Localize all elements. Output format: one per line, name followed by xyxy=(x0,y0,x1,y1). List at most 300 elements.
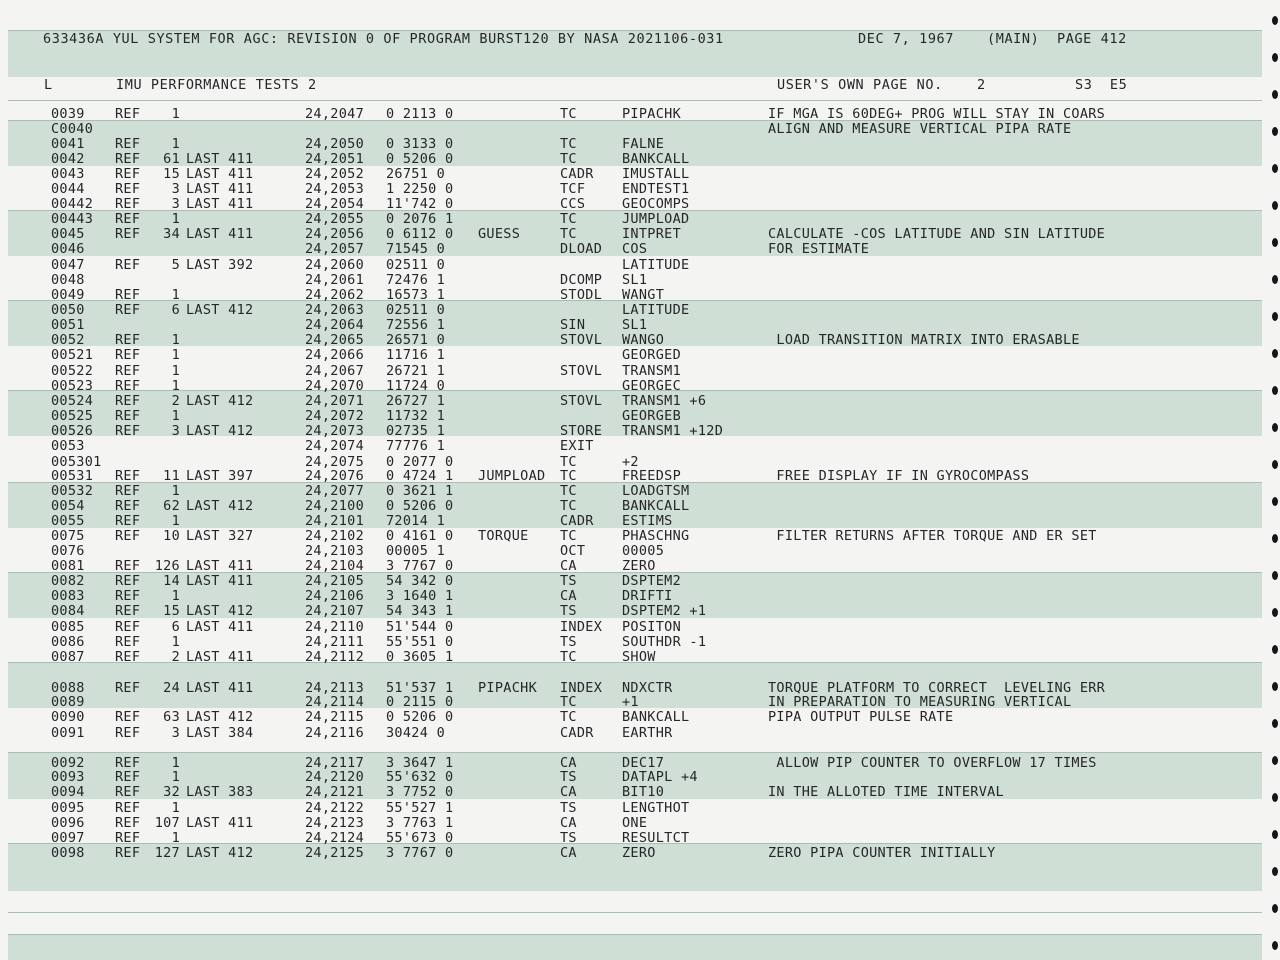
ref-marker: REF xyxy=(115,302,141,318)
address: 24,2121 xyxy=(305,784,364,800)
ref-count: 1 xyxy=(171,755,180,771)
operand: TRANSM1 xyxy=(622,363,681,379)
feed-hole xyxy=(1272,645,1278,654)
address: 24,2071 xyxy=(305,393,364,409)
opcode: EXIT xyxy=(560,438,594,454)
ref-count: 1 xyxy=(171,800,180,816)
tractor-feed-holes xyxy=(1266,0,1280,959)
line-number: 0084 xyxy=(51,603,85,619)
opcode: TC xyxy=(560,151,577,167)
octal-code: 02511 0 xyxy=(386,257,445,273)
comment: FREE DISPLAY IF IN GYROCOMPASS xyxy=(768,468,1030,484)
line-number: 00524 xyxy=(51,393,94,409)
line-number: 0092 xyxy=(51,755,85,771)
address: 24,2067 xyxy=(305,363,364,379)
operand: IMUSTALL xyxy=(622,166,690,182)
line-number: 00443 xyxy=(51,211,94,227)
operand: +2 xyxy=(622,454,639,470)
ref-marker: REF xyxy=(115,513,141,529)
ref-marker: REF xyxy=(115,408,141,424)
last-page-ref: LAST 411 xyxy=(186,226,254,242)
feed-hole xyxy=(1272,386,1278,395)
address: 24,2111 xyxy=(305,634,364,650)
ref-marker: REF xyxy=(115,136,141,152)
address: 24,2125 xyxy=(305,845,364,861)
octal-code: 72476 1 xyxy=(386,272,445,288)
comment: TORQUE PLATFORM TO CORRECT LEVELING ERR xyxy=(768,680,1106,696)
octal-code: 54 343 1 xyxy=(386,603,454,619)
ref-marker: REF xyxy=(115,649,141,665)
feed-hole xyxy=(1272,238,1278,247)
operand: SOUTHDR -1 xyxy=(622,634,707,650)
address: 24,2066 xyxy=(305,347,364,363)
feed-hole xyxy=(1272,164,1278,173)
address: 24,2056 xyxy=(305,226,364,242)
line-number: 0053 xyxy=(51,438,85,454)
ref-count: 3 xyxy=(171,196,180,212)
ref-marker: REF xyxy=(115,845,141,861)
operand: ENDTEST1 xyxy=(622,181,690,197)
octal-code: 26571 0 xyxy=(386,332,445,348)
address: 24,2072 xyxy=(305,408,364,424)
comment: IN THE ALLOTED TIME INTERVAL xyxy=(768,784,1004,800)
ref-count: 3 xyxy=(171,423,180,439)
users-page-label: USER'S OWN PAGE NO. xyxy=(777,77,943,93)
log-letter: L xyxy=(44,77,53,93)
opcode: STOVL xyxy=(560,393,603,409)
operand: LATITUDE xyxy=(622,257,690,273)
ref-count: 1 xyxy=(171,211,180,227)
octal-code: 0 3133 0 xyxy=(386,136,454,152)
ref-count: 1 xyxy=(171,136,180,152)
ref-count: 1 xyxy=(171,588,180,604)
comment: IN PREPARATION TO MEASURING VERTICAL xyxy=(768,694,1072,710)
last-page-ref: LAST 411 xyxy=(186,558,254,574)
line-number: 0048 xyxy=(51,272,85,288)
last-page-ref: LAST 412 xyxy=(186,845,254,861)
address: 24,2073 xyxy=(305,423,364,439)
last-page-ref: LAST 411 xyxy=(186,619,254,635)
users-page-number: 2 xyxy=(977,77,986,93)
operand: DATAPL +4 xyxy=(622,769,698,785)
opcode: TC xyxy=(560,454,577,470)
octal-code: 0 2115 0 xyxy=(386,694,454,710)
operand: WANGO xyxy=(622,332,665,348)
last-page-ref: LAST 412 xyxy=(186,393,254,409)
feed-hole xyxy=(1272,534,1278,543)
line-number: 0081 xyxy=(51,558,85,574)
opcode: TS xyxy=(560,634,577,650)
feed-hole xyxy=(1272,867,1278,876)
ref-count: 3 xyxy=(171,181,180,197)
octal-code: 1 2250 0 xyxy=(386,181,454,197)
line-number: 0095 xyxy=(51,800,85,816)
line-number: 0041 xyxy=(51,136,85,152)
opcode: INDEX xyxy=(560,680,603,696)
address: 24,2070 xyxy=(305,378,364,394)
octal-code: 0 5206 0 xyxy=(386,498,454,514)
feed-hole xyxy=(1272,53,1278,62)
ref-count: 1 xyxy=(171,769,180,785)
operand: BANKCALL xyxy=(622,709,690,725)
ref-marker: REF xyxy=(115,468,141,484)
octal-code: 51'537 1 xyxy=(386,680,454,696)
operand: TRANSM1 +12D xyxy=(622,423,724,439)
operand: FREEDSP xyxy=(622,468,681,484)
line-number: 0083 xyxy=(51,588,85,604)
ref-marker: REF xyxy=(115,603,141,619)
octal-code: 0 2077 0 xyxy=(386,454,454,470)
last-page-ref: LAST 412 xyxy=(186,423,254,439)
opcode: CADR xyxy=(560,513,594,529)
opcode: CA xyxy=(560,588,577,604)
operand: LENGTHOT xyxy=(622,800,690,816)
ref-marker: REF xyxy=(115,709,141,725)
opcode: TS xyxy=(560,830,577,846)
feed-hole xyxy=(1272,756,1278,765)
last-page-ref: LAST 411 xyxy=(186,815,254,831)
ref-marker: REF xyxy=(115,588,141,604)
opcode: TC xyxy=(560,106,577,122)
ref-count: 1 xyxy=(171,483,180,499)
comment: PIPA OUTPUT PULSE RATE xyxy=(768,709,954,725)
opcode: CADR xyxy=(560,725,594,741)
operand: DSPTEM2 xyxy=(622,573,681,589)
ref-marker: REF xyxy=(115,226,141,242)
operand: BANKCALL xyxy=(622,498,690,514)
ref-count: 1 xyxy=(171,830,180,846)
line-number: 0050 xyxy=(51,302,85,318)
last-page-ref: LAST 412 xyxy=(186,709,254,725)
operand: GEORGEC xyxy=(622,378,681,394)
comment: ZERO PIPA COUNTER INITIALLY xyxy=(768,845,996,861)
operand: GEORGED xyxy=(622,347,681,363)
octal-code: 72556 1 xyxy=(386,317,445,333)
ref-marker: REF xyxy=(115,483,141,499)
operand: SL1 xyxy=(622,317,648,333)
ref-count: 34 xyxy=(163,226,180,242)
address: 24,2104 xyxy=(305,558,364,574)
line-number: 00442 xyxy=(51,196,94,212)
address: 24,2120 xyxy=(305,769,364,785)
ref-count: 15 xyxy=(163,603,180,619)
operand: PIPACHK xyxy=(622,106,681,122)
ref-count: 61 xyxy=(163,151,180,167)
octal-code: 3 1640 1 xyxy=(386,588,454,604)
octal-code: 26721 1 xyxy=(386,363,445,379)
last-page-ref: LAST 412 xyxy=(186,498,254,514)
line-number: 0098 xyxy=(51,845,85,861)
comment: FILTER RETURNS AFTER TORQUE AND ER SET xyxy=(768,528,1097,544)
symbol-label: PIPACHK xyxy=(478,680,537,696)
opcode: TC xyxy=(560,226,577,242)
address: 24,2123 xyxy=(305,815,364,831)
ref-marker: REF xyxy=(115,755,141,771)
ref-count: 107 xyxy=(154,815,180,831)
ref-marker: REF xyxy=(115,558,141,574)
address: 24,2062 xyxy=(305,287,364,303)
ref-marker: REF xyxy=(115,181,141,197)
address: 24,2103 xyxy=(305,543,364,559)
operand: GEOCOMPS xyxy=(622,196,690,212)
ref-marker: REF xyxy=(115,287,141,303)
page-number: PAGE 412 xyxy=(1057,31,1127,47)
address: 24,2060 xyxy=(305,257,364,273)
octal-code: 0 5206 0 xyxy=(386,709,454,725)
last-page-ref: LAST 411 xyxy=(186,151,254,167)
address: 24,2105 xyxy=(305,573,364,589)
operand: EARTHR xyxy=(622,725,673,741)
octal-code: 3 7763 1 xyxy=(386,815,454,831)
ref-marker: REF xyxy=(115,166,141,182)
ref-marker: REF xyxy=(115,393,141,409)
opcode: TC xyxy=(560,649,577,665)
line-number: 0045 xyxy=(51,226,85,242)
feed-hole xyxy=(1272,460,1278,469)
opcode: CA xyxy=(560,815,577,831)
line-number: 0076 xyxy=(51,543,85,559)
opcode: TCF xyxy=(560,181,586,197)
ref-marker: REF xyxy=(115,619,141,635)
symbol-label: JUMPLOAD xyxy=(478,468,546,484)
opcode: STORE xyxy=(560,423,603,439)
line-number: 0086 xyxy=(51,634,85,650)
line-number: 0096 xyxy=(51,815,85,831)
address: 24,2047 xyxy=(305,106,364,122)
operand: GEORGEB xyxy=(622,408,681,424)
user-codes: S3 E5 xyxy=(1075,77,1128,93)
octal-code: 0 4724 1 xyxy=(386,468,454,484)
line-number: 00521 xyxy=(51,347,94,363)
opcode: INDEX xyxy=(560,619,603,635)
ref-marker: REF xyxy=(115,830,141,846)
ref-count: 14 xyxy=(163,573,180,589)
octal-code: 0 4161 0 xyxy=(386,528,454,544)
operand: ZERO xyxy=(622,845,656,861)
ref-marker: REF xyxy=(115,378,141,394)
ref-marker: REF xyxy=(115,680,141,696)
operand: INTPRET xyxy=(622,226,681,242)
line-number: 0094 xyxy=(51,784,85,800)
address: 24,2057 xyxy=(305,241,364,257)
line-number: 00531 xyxy=(51,468,94,484)
address: 24,2112 xyxy=(305,649,364,665)
log-section-title: IMU PERFORMANCE TESTS 2 xyxy=(116,77,317,93)
ref-count: 63 xyxy=(163,709,180,725)
opcode: TC xyxy=(560,528,577,544)
opcode: CA xyxy=(560,755,577,771)
octal-code: 0 2113 0 xyxy=(386,106,454,122)
ref-count: 11 xyxy=(163,468,180,484)
listing-section: (MAIN) xyxy=(987,31,1040,47)
opcode: DLOAD xyxy=(560,241,603,257)
operand: DRIFTI xyxy=(622,588,673,604)
address: 24,2065 xyxy=(305,332,364,348)
opcode: STODL xyxy=(560,287,603,303)
ref-count: 1 xyxy=(171,347,180,363)
address: 24,2077 xyxy=(305,483,364,499)
ref-count: 2 xyxy=(171,393,180,409)
operand: BIT10 xyxy=(622,784,665,800)
last-page-ref: LAST 411 xyxy=(186,196,254,212)
line-number: 0049 xyxy=(51,287,85,303)
ref-marker: REF xyxy=(115,347,141,363)
line-number: 0044 xyxy=(51,181,85,197)
octal-code: 3 7767 0 xyxy=(386,845,454,861)
octal-code: 11732 1 xyxy=(386,408,445,424)
operand: POSITON xyxy=(622,619,681,635)
address: 24,2055 xyxy=(305,211,364,227)
ref-marker: REF xyxy=(115,498,141,514)
listing-date: DEC 7, 1967 xyxy=(858,31,955,47)
ref-marker: REF xyxy=(115,151,141,167)
feed-hole xyxy=(1272,793,1278,802)
ref-marker: REF xyxy=(115,363,141,379)
ref-marker: REF xyxy=(115,423,141,439)
opcode: TS xyxy=(560,603,577,619)
opcode: TC xyxy=(560,211,577,227)
address: 24,2117 xyxy=(305,755,364,771)
line-number: C0040 xyxy=(51,121,94,137)
operand: DEC17 xyxy=(622,755,665,771)
operand: +1 xyxy=(622,694,639,710)
octal-code: 55'673 0 xyxy=(386,830,454,846)
ref-marker: REF xyxy=(115,725,141,741)
octal-code: 55'527 1 xyxy=(386,800,454,816)
line-number: 0085 xyxy=(51,619,85,635)
ref-marker: REF xyxy=(115,528,141,544)
symbol-label: GUESS xyxy=(478,226,521,242)
operand: SHOW xyxy=(622,649,656,665)
ref-count: 24 xyxy=(163,680,180,696)
opcode: TC xyxy=(560,136,577,152)
octal-code: 77776 1 xyxy=(386,438,445,454)
octal-code: 00005 1 xyxy=(386,543,445,559)
last-page-ref: LAST 411 xyxy=(186,166,254,182)
line-number: 0052 xyxy=(51,332,85,348)
address: 24,2114 xyxy=(305,694,364,710)
octal-code: 0 5206 0 xyxy=(386,151,454,167)
ref-count: 32 xyxy=(163,784,180,800)
address: 24,2053 xyxy=(305,181,364,197)
feed-hole xyxy=(1272,312,1278,321)
line-number: 0055 xyxy=(51,513,85,529)
ref-count: 1 xyxy=(171,634,180,650)
operand: PHASCHNG xyxy=(622,528,690,544)
feed-hole xyxy=(1272,571,1278,580)
comment: LOAD TRANSITION MATRIX INTO ERASABLE xyxy=(768,332,1080,348)
green-band xyxy=(8,934,1262,960)
feed-hole xyxy=(1272,275,1278,284)
octal-code: 3 7767 0 xyxy=(386,558,454,574)
ref-count: 1 xyxy=(171,287,180,303)
address: 24,2061 xyxy=(305,272,364,288)
address: 24,2075 xyxy=(305,454,364,470)
ref-marker: REF xyxy=(115,634,141,650)
opcode: TS xyxy=(560,800,577,816)
octal-code: 30424 0 xyxy=(386,725,445,741)
operand: FALNE xyxy=(622,136,665,152)
line-number: 00525 xyxy=(51,408,94,424)
last-page-ref: LAST 411 xyxy=(186,573,254,589)
opcode: TS xyxy=(560,573,577,589)
octal-code: 0 6112 0 xyxy=(386,226,454,242)
last-page-ref: LAST 397 xyxy=(186,468,254,484)
octal-code: 55'632 0 xyxy=(386,769,454,785)
last-page-ref: LAST 383 xyxy=(186,784,254,800)
symbol-label: TORQUE xyxy=(478,528,529,544)
feed-hole xyxy=(1272,349,1278,358)
opcode: TC xyxy=(560,483,577,499)
ref-count: 15 xyxy=(163,166,180,182)
opcode: TC xyxy=(560,468,577,484)
opcode: CA xyxy=(560,558,577,574)
ref-count: 10 xyxy=(163,528,180,544)
operand: WANGT xyxy=(622,287,665,303)
opcode: OCT xyxy=(560,543,586,559)
octal-code: 3 3647 1 xyxy=(386,755,454,771)
ref-marker: REF xyxy=(115,196,141,212)
last-page-ref: LAST 412 xyxy=(186,302,254,318)
address: 24,2054 xyxy=(305,196,364,212)
octal-code: 02735 1 xyxy=(386,423,445,439)
ref-marker: REF xyxy=(115,573,141,589)
octal-code: 11724 0 xyxy=(386,378,445,394)
last-page-ref: LAST 411 xyxy=(186,649,254,665)
octal-code: 02511 0 xyxy=(386,302,445,318)
octal-code: 16573 1 xyxy=(386,287,445,303)
line-number: 0088 xyxy=(51,680,85,696)
feed-hole xyxy=(1272,682,1278,691)
operand: 00005 xyxy=(622,543,665,559)
ref-count: 1 xyxy=(171,513,180,529)
last-page-ref: LAST 412 xyxy=(186,603,254,619)
ref-count: 1 xyxy=(171,106,180,122)
address: 24,2122 xyxy=(305,800,364,816)
operand: ESTIMS xyxy=(622,513,673,529)
ref-marker: REF xyxy=(115,106,141,122)
address: 24,2107 xyxy=(305,603,364,619)
opcode: CADR xyxy=(560,166,594,182)
opcode: SIN xyxy=(560,317,586,333)
octal-code: 11'742 0 xyxy=(386,196,454,212)
ref-marker: REF xyxy=(115,815,141,831)
opcode: CCS xyxy=(560,196,586,212)
ref-count: 3 xyxy=(171,725,180,741)
line-number: 0087 xyxy=(51,649,85,665)
address: 24,2116 xyxy=(305,725,364,741)
address: 24,2063 xyxy=(305,302,364,318)
address: 24,2051 xyxy=(305,151,364,167)
octal-code: 54 342 0 xyxy=(386,573,454,589)
address: 24,2064 xyxy=(305,317,364,333)
comment: ALLOW PIP COUNTER TO OVERFLOW 17 TIMES xyxy=(768,755,1097,771)
ref-marker: REF xyxy=(115,211,141,227)
operand: ZERO xyxy=(622,558,656,574)
feed-hole xyxy=(1272,608,1278,617)
comment: FOR ESTIMATE xyxy=(768,241,870,257)
feed-hole xyxy=(1272,423,1278,432)
line-number: 00532 xyxy=(51,483,94,499)
feed-hole xyxy=(1272,941,1278,950)
operand: NDXCTR xyxy=(622,680,673,696)
line-number: 0093 xyxy=(51,769,85,785)
address: 24,2074 xyxy=(305,438,364,454)
opcode: TS xyxy=(560,769,577,785)
line-number: 0090 xyxy=(51,709,85,725)
address: 24,2124 xyxy=(305,830,364,846)
ref-marker: REF xyxy=(115,784,141,800)
